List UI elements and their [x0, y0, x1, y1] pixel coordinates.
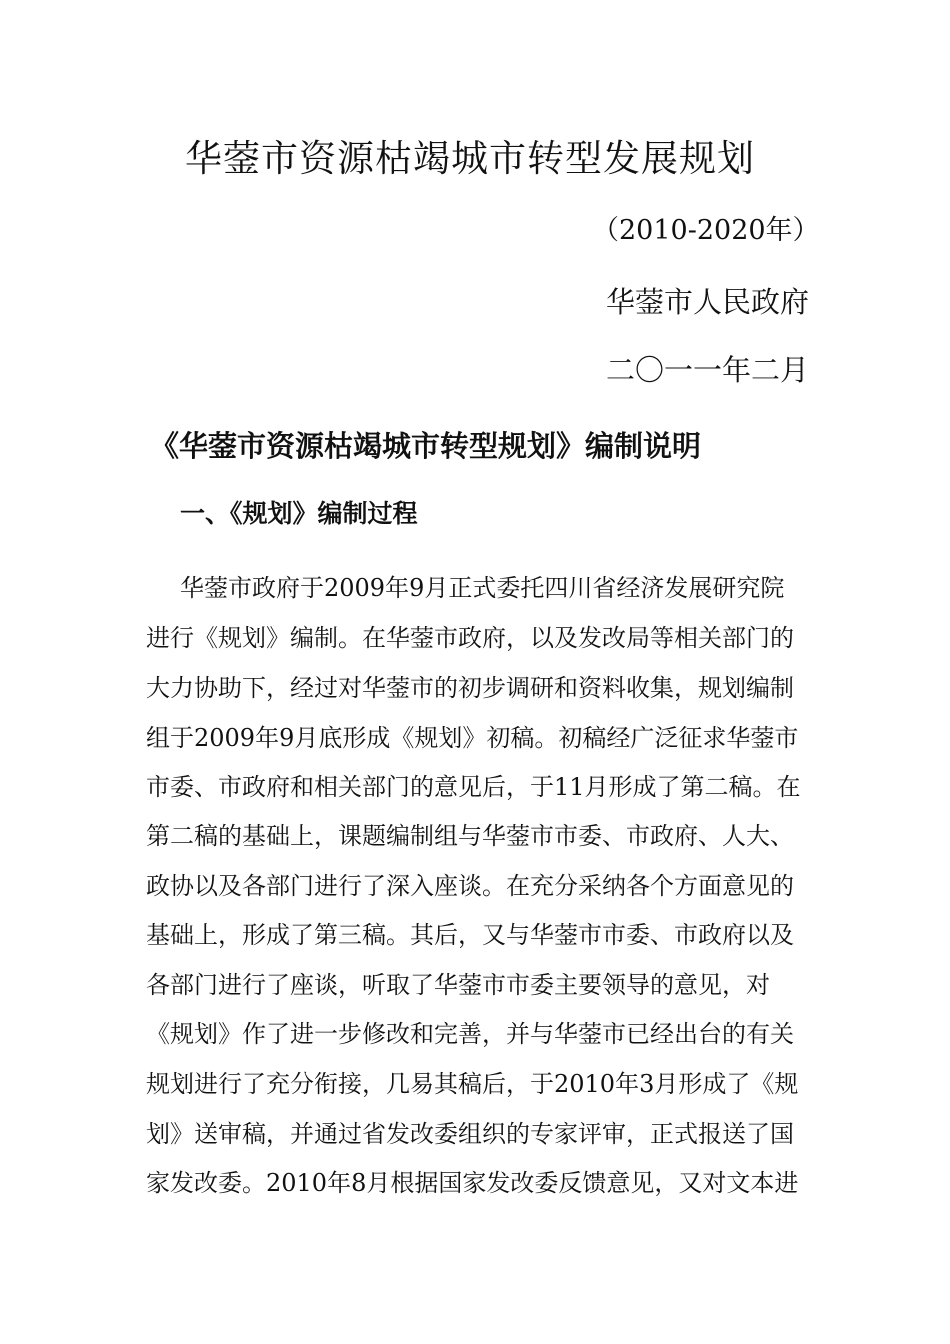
body-line: 家发改委。2010年8月根据国家发改委反馈意见，又对文本进	[146, 1169, 799, 1197]
document-title: 华蓥市资源枯竭城市转型发展规划	[185, 137, 755, 180]
body-line: 划》送审稿，并通过省发改委组织的专家评审，正式报送了国	[146, 1120, 794, 1148]
body-line: 《规划》作了进一步修改和完善，并与华蓥市已经出台的有关	[146, 1020, 794, 1048]
section-title: 《华蓥市资源枯竭城市转型规划》编制说明	[150, 429, 702, 463]
body-line: 政协以及各部门进行了深入座谈。在充分采纳各个方面意见的	[146, 872, 794, 900]
body-line: 进行《规划》编制。在华蓥市政府，以及发改局等相关部门的	[146, 624, 794, 652]
body-line: 大力协助下，经过对华蓥市的初步调研和资料收集，规划编制	[146, 674, 794, 702]
plan-period: （2010-2020年）	[592, 215, 820, 246]
body-line: 市委、市政府和相关部门的意见后，于11月形成了第二稿。在	[146, 773, 801, 801]
issuing-authority: 华蓥市人民政府	[606, 285, 810, 319]
body-line: 华蓥市政府于2009年9月正式委托四川省经济发展研究院	[180, 574, 785, 602]
body-line: 组于2009年9月底形成《规划》初稿。初稿经广泛征求华蓥市	[146, 724, 799, 752]
body-line: 第二稿的基础上，课题编制组与华蓥市市委、市政府、人大、	[146, 822, 794, 850]
body-line: 各部门进行了座谈，听取了华蓥市市委主要领导的意见，对	[146, 971, 770, 999]
issue-date: 二〇一一年二月	[606, 353, 810, 387]
body-line: 基础上，形成了第三稿。其后，又与华蓥市市委、市政府以及	[146, 921, 794, 949]
body-line: 规划进行了充分衔接，几易其稿后，于2010年3月形成了《规	[146, 1070, 799, 1098]
section-heading: 一、《规划》编制过程	[180, 499, 418, 528]
